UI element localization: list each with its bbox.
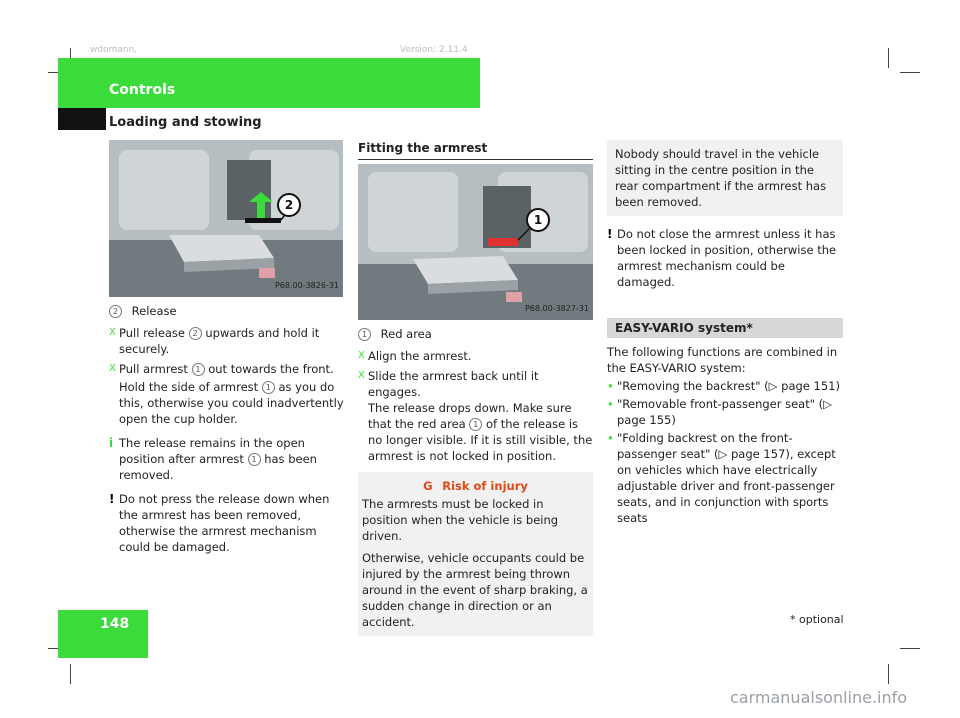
inline-number: 2 bbox=[189, 327, 202, 340]
info-icon: i bbox=[109, 436, 114, 450]
paragraph-text: Hold the side of armrest bbox=[119, 380, 262, 394]
info-text: The release remains in the open position after armrest bbox=[119, 436, 305, 466]
caution-icon: ! bbox=[109, 492, 115, 506]
occupant-note-text: Nobody should travel in the vehicle sitting in the centre position in the rear compartment if the armrest has been removed. bbox=[615, 147, 827, 209]
bullet-dot-icon: • bbox=[607, 431, 614, 445]
bullet-dot-icon: • bbox=[607, 379, 614, 393]
column-3 bbox=[607, 140, 843, 530]
paragraph-text: of the release is no longer visible. If it is still visible, the armrest is not locked in position. bbox=[368, 417, 593, 463]
footnote: * optional bbox=[790, 613, 844, 626]
column-2 bbox=[358, 326, 593, 636]
bullet-text: "Removing the backrest" (▷ page 151) bbox=[617, 379, 840, 393]
caution-note bbox=[607, 226, 843, 290]
bullet-item bbox=[607, 396, 843, 428]
image-code: P68.00-3827-31 bbox=[524, 304, 589, 313]
step-paragraph bbox=[109, 379, 345, 427]
legend-number: 2 bbox=[109, 305, 122, 318]
subsection-title: Loading and stowing bbox=[109, 115, 262, 130]
armrest-fitting-illustration bbox=[358, 164, 593, 320]
caution-text: Do not close the armrest unless it has been locked in position, otherwise the armrest mechanism could be damaged. bbox=[617, 227, 837, 289]
warning-text-1: The armrests must be locked in position when the vehicle is being driven. bbox=[362, 497, 559, 543]
step-text: Align the armrest. bbox=[368, 349, 472, 363]
easy-vario-heading: EASY-VARIO system* bbox=[607, 318, 843, 338]
caution-icon: ! bbox=[607, 227, 613, 241]
column-1 bbox=[109, 303, 345, 563]
inline-number: 1 bbox=[262, 381, 275, 394]
bullet-item bbox=[607, 430, 843, 526]
injury-warning-box bbox=[358, 472, 593, 636]
easy-vario-intro: The following functions are combined in the EASY-VARIO system: bbox=[607, 345, 838, 375]
warning-header bbox=[362, 478, 589, 494]
step-text: Pull release bbox=[119, 326, 189, 340]
caution-note bbox=[109, 491, 345, 555]
paragraph-text: as you do this, otherwise you could inadvertently open the cup holder. bbox=[119, 380, 344, 426]
armrest-fitting-photo bbox=[358, 164, 593, 320]
info-text: has been removed. bbox=[119, 452, 317, 482]
step-marker-icon: X bbox=[358, 350, 365, 361]
header-right-text: Version: 2.11.4 bbox=[400, 45, 468, 55]
header-left-text: wdomann, bbox=[90, 45, 138, 55]
header-black-tab bbox=[58, 108, 106, 130]
step-paragraph bbox=[358, 400, 593, 464]
fitting-heading: Fitting the armrest bbox=[358, 140, 593, 160]
caution-text: Do not press the release down when the armrest has been removed, otherwise the armrest mechanism could be damaged. bbox=[119, 492, 330, 554]
bullet-text: "Folding backrest on the front-passenger seat" (▷ page 157), except on vehicles which have electrically adjustable driver and front-passenger seats, and in conjunction with sports seats bbox=[617, 431, 836, 525]
legend-red-area bbox=[358, 326, 593, 342]
section-title: Controls bbox=[109, 82, 176, 98]
bullet-item bbox=[607, 378, 843, 394]
step-marker-icon: X bbox=[358, 370, 365, 381]
legend-release bbox=[109, 303, 345, 319]
step-align-armrest bbox=[358, 348, 593, 364]
step-slide-armrest bbox=[358, 368, 593, 400]
image-callout-2: 2 bbox=[277, 193, 301, 217]
step-pull-armrest bbox=[109, 361, 345, 377]
legend-number: 1 bbox=[358, 328, 371, 341]
page-number: 148 bbox=[100, 616, 130, 632]
warning-text-2: Otherwise, vehicle occupants could be injured by the armrest being thrown around in the event of sharp braking, a sudden change in direction or an accident. bbox=[362, 551, 588, 629]
step-pull-release bbox=[109, 325, 345, 357]
inline-number: 1 bbox=[192, 363, 205, 376]
step-text: Slide the armrest back until it engages. bbox=[368, 369, 539, 399]
bullet-dot-icon: • bbox=[607, 397, 614, 411]
image-code: P68.00-3826-31 bbox=[274, 281, 339, 290]
watermark: carmanualsonline.info bbox=[730, 688, 908, 707]
paragraph-text: The release drops down. Make sure that the red area bbox=[368, 401, 572, 431]
inline-number: 1 bbox=[248, 453, 261, 466]
step-text: Pull armrest bbox=[119, 362, 192, 376]
step-text: upwards and hold it securely. bbox=[119, 326, 320, 356]
step-marker-icon: X bbox=[109, 327, 116, 338]
info-note bbox=[109, 435, 345, 483]
bullet-text: "Removable front-passenger seat" (▷ page 155) bbox=[617, 397, 833, 427]
inline-number: 1 bbox=[469, 418, 482, 431]
image-callout-1: 1 bbox=[526, 208, 550, 232]
step-text: out towards the front. bbox=[204, 362, 334, 376]
warning-title: Risk of injury bbox=[442, 479, 528, 493]
armrest-release-photo bbox=[109, 140, 343, 297]
occupant-note-box bbox=[607, 140, 843, 216]
armrest-release-illustration bbox=[109, 140, 343, 297]
legend-text: Red area bbox=[380, 327, 432, 341]
legend-text: Release bbox=[131, 304, 177, 318]
warning-triangle-icon: G bbox=[423, 479, 433, 493]
step-marker-icon: X bbox=[109, 363, 116, 374]
